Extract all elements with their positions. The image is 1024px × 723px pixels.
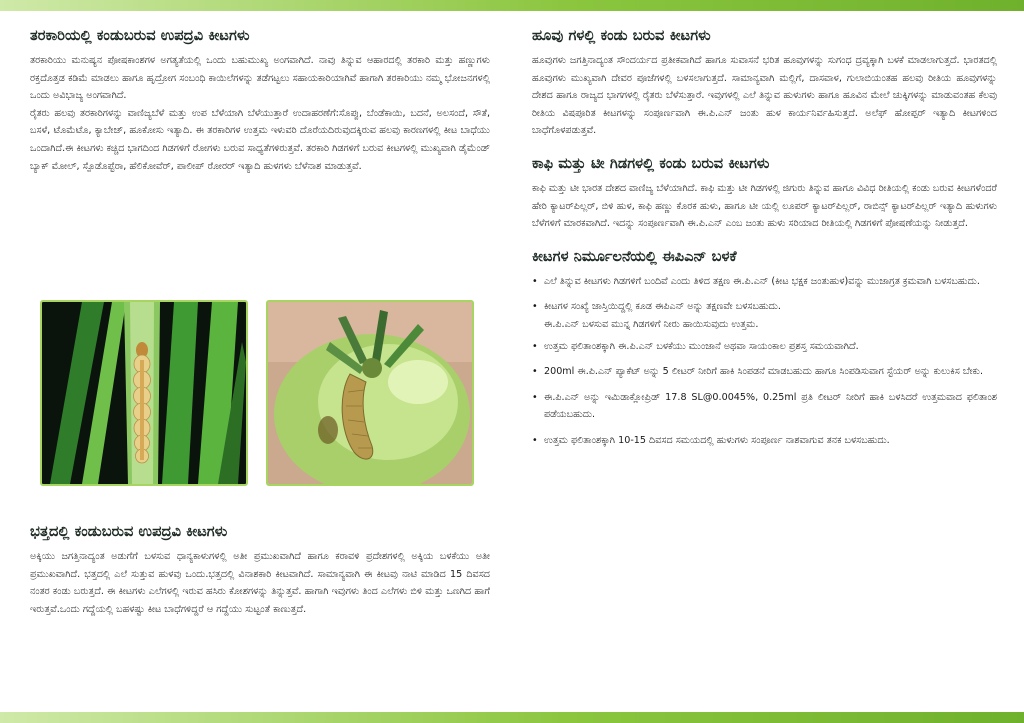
rice-pests-heading: ಭತ್ತದಲ್ಲಿ ಕಂಡುಬರುವ ಉಪದ್ರವಿ ಕೀಟಗಳು [30,524,228,540]
pest-photos [40,300,480,490]
bottom-green-band [0,712,1024,723]
list-item [532,298,997,333]
right-column [532,26,997,458]
left-column [30,26,490,175]
list-item: • ಎಲೆ ತಿನ್ನುವ ಕೀಟಗಳು ಗಿಡಗಳಿಗೆ ಬಂದಿವೆ ಎಂದು ತಿಳಿದ ತಕ್ಷಣ ಈ.ಪಿ.ಎನ್ (ಕೀಟ ಭಕ್ಷಕ ಜಂತುಹುಳ)ವನ್ನು ಮುಜಾಗ್ರತ ಕ್ರಮವಾಗಿ ಬಳಸಬಹುದು. [532,273,997,291]
tomato-fruit-borer-photo [266,300,474,486]
coffee-tea-pests-paragraph: ಕಾಫಿ ಮತ್ತು ಟೀ ಭಾರತ ದೇಶದ ವಾಣಿಜ್ಯ ಬೆಳೆಯಾಗಿದೆ. ಕಾಫಿ ಮತ್ತು ಟೀ ಗಿಡಗಳಲ್ಲಿ ಜಿಗುರು ತಿನ್ನುವ ಹಾಗೂ ವಿವಿಧ ರೀತಿಯಲ್ಲಿ ಕಂಡು ಬರುವ ಕೀಟಗಳೆಂದರೆ ಹೇರಿ ಕ್ಯಾಟರ್‌ಪಿಲ್ಲರ್, ಬಿಳಿ ಹುಳ, ಕಾಫಿ ಹಣ್ಣು ಕೊರಕ ಹುಳು, ಹಾಗೂ ಟೀ ಯಲ್ಲಿ ಲೂಪರ್ ಕ್ಯಾಟರ್‌ಪಿಲ್ಲರ್, ರಾಬಿನ್ಸ್ ಕ್ಯಾಟರ್‌ಪಿಲ್ಲರ್ ಇತ್ಯಾದಿ ಹುಳುಗಳು ಬೆಳೆಗಳಿಗೆ ಮಾರಕವಾಗಿದೆ. ಇದನ್ನು ಸಂಪೂರ್ಣವಾಗಿ ಈ.ಪಿ.ಎನ್ ಎಂಬ ಜಂತು ಹುಳು ಸರಿಯಾದ ರೀತಿಯಲ್ಲಿ ಗಿಡಗಳಿಗೆ ಪೋಷಣೆಯನ್ನು ನೀಡುತ್ತದೆ. [532,182,997,230]
epn-usage-heading: ಕೀಟಗಳ ನಿರ್ಮೂಲನೆಯಲ್ಲಿ ಈಪಿಎನ್ ಬಳಕೆ [532,248,737,265]
list-item: • ಉತ್ತಮ ಫಲಿತಾಂಶಕ್ಕಾಗಿ ಈ.ಪಿ.ಎನ್ ಬಳಕೆಯು ಮುಂಜಾನೆ ಅಥವಾ ಸಾಯಂಕಾಲ ಪ್ರಶಸ್ತ ಸಮಯವಾಗಿದೆ. [532,338,997,356]
top-green-band [0,0,1024,11]
rice-stem-borer-photo [40,300,248,486]
list-item: • ಈ.ಪಿ.ಎನ್ ಅನ್ನು ಇಮಿಡಾಕ್ಲೋಪ್ರಿಡ್ 17.8 SL@0.0045%, 0.25ml ಪ್ರತಿ ಲೀಟರ್ ನೀರಿಗೆ ಹಾಕಿ ಬಳಸಿದರೆ ಉತ್ತಮವಾದ ಫಲಿತಾಂಶ ಪಡೆಯಬಹುದು. [532,389,997,424]
list-item: • ಉತ್ತಮ ಫಲಿತಾಂಶಕ್ಕಾಗಿ 10-15 ದಿವಸದ ಸಮಯದಲ್ಲಿ ಹುಳುಗಳು ಸಂಪೂರ್ಣ ನಾಶವಾಗುವ ತನಕ ಬಳಸಬಹುದು. [532,432,997,450]
list-item-line: ಈ.ಪಿ.ಎನ್ ಬಳಸುವ ಮುನ್ನ ಗಿಡಗಳಿಗೆ ನೀರು ಹಾಯಿಸುವುದು ಉತ್ತಮ. [544,318,759,330]
rice-pests-paragraph: ಅಕ್ಕಿಯು ಜಗತ್ತಿನಾದ್ಯಂತ ಅಡುಗೆಗೆ ಬಳಸುವ ಧಾನ್ಯಕಾಳುಗಳಲ್ಲಿ ಅತೀ ಪ್ರಮುಖವಾಗಿದೆ ಹಾಗೂ ಕರಾವಳಿ ಪ್ರದೇಶಗಳಲ್ಲಿ ಅಕ್ಕಿಯ ಬಳಕೆಯು ಅತೀ ಪ್ರಮುಖವಾಗಿದೆ. ಭತ್ತದಲ್ಲಿ ಎಲೆ ಸುತ್ತುವ ಹುಳವು ಒಂದು.ಭತ್ತದಲ್ಲಿ ವಿನಾಶಕಾರಿ ಕೀಟವಾಗಿದೆ. ಸಾಮಾನ್ಯವಾಗಿ ಈ ಕೀಟವು ನಾಟಿ ಮಾಡಿದ 15 ದಿವಸದ ನಂತರ ಕಂಡು ಬರುತ್ತದೆ. ಈ ಕೀಟಗಳು ಎಲೆಗಳಲ್ಲಿ ಇರುವ ಹಸಿರು ಕೋಶಗಳನ್ನು ತಿನ್ನುತ್ತವೆ. ಹಾಗಾಗಿ ಇವುಗಳು ತಿಂದ ಎಲೆಗಳು ಬಿಳಿ ಮತ್ತು ಒಣಗಿದ ಹಾಗೆ ಇರುತ್ತವೆ.ಒಂದು ಗದ್ದೆಯಲ್ಲಿ ಬಹಳಷ್ಟು ಕೀಟ ಬಾಧೆಗಳಿದ್ದರೆ ಆ ಗದ್ದೆಯು ಸುಟ್ಟಂತೆ ಕಾಣುತ್ತದೆ. [30,551,490,615]
flower-pests-paragraph: ಹೂವುಗಳು ಜಗತ್ತಿನಾದ್ಯಂತ ಸೌಂದರ್ಯದ ಪ್ರತೀಕವಾಗಿದೆ ಹಾಗೂ ಸುವಾಸನೆ ಭರಿತ ಹೂವುಗಳನ್ನು ಸುಗಂಧ ದ್ರವ್ಯಕ್ಕಾಗಿ ಬಳಕೆ ಮಾಡಲಾಗುತ್ತದೆ. ಭಾರತದಲ್ಲಿ ಹೂವುಗಳು ಮುಖ್ಯವಾಗಿ ದೇವರ ಪೂಜೆಗಳಲ್ಲಿ ಬಳಸಲಾಗುತ್ತದೆ. ಸಾಮಾನ್ಯವಾಗಿ ಮಲ್ಲಿಗೆ, ದಾಸವಾಳ, ಗುಲಾಬಿಯಂತಹ ಹಲವು ರೀತಿಯ ಹೂವುಗಳನ್ನು ದೇಶದ ಹಾಗೂ ರಾಜ್ಯದ ಭಾಗಗಳಲ್ಲಿ ರೈತರು ಬೆಳೆಸುತ್ತಾರೆ. ಇವುಗಳಲ್ಲಿ ಎಲೆ ತಿನ್ನುವ ಹುಳುಗಳು ಹಾಗೂ ಹೂವಿನ ಮೇಲೆ ಚುಕ್ಕಿಗಳನ್ನು ಮಾಡುವಂತಹ ಕೆಲವು ರೀತಿಯ ವಿಷಪೂರಿತ ಕೀಟಗಳನ್ನು ಸಂಪೂರ್ಣವಾಗಿ ಈ.ಪಿ.ಎನ್ ಜಂತು ಹುಳ ಕಾರ್ಯನಿರ್ವಹಿಸುತ್ತದೆ. ಅಲೆಫ್ ಹೋಪ್ಪರ್ ಇತ್ಯಾದಿ ಕೀಟಗಳಿಂದ ಬಾಧೆಗೊಳಪಡುತ್ತವೆ. [532,55,997,137]
rice-pests-section [30,522,490,618]
list-item-line: ಕೀಟಗಳ ಸಂಖ್ಯೆ ಜಾಸ್ತಿಯಿದ್ದಲ್ಲಿ ಕೂಡ ಈಪಿಎನ್ ಅನ್ನು ತಕ್ಷಣವೇ ಬಳಸಬಹುದು. [544,301,781,313]
epn-usage-list [532,273,997,450]
coffee-tea-pests-heading: ಕಾಫಿ ಮತ್ತು ಟೀ ಗಿಡಗಳಲ್ಲಿ ಕಂಡು ಬರುವ ಕೀಟಗಳು [532,155,770,172]
vegetable-pests-heading: ತರಕಾರಿಯಲ್ಲಿ ಕಂಡುಬರುವ ಉಪದ್ರವಿ ಕೀಟಗಳು [30,28,250,44]
flower-pests-heading: ಹೂವು ಗಳಲ್ಲಿ ಕಂಡು ಬರುವ ಕೀಟಗಳು [532,28,711,44]
vegetable-pests-paragraph-1: ತರಕಾರಿಯು ಮನುಷ್ಯನ ಪೋಷಕಾಂಶಗಳ ಅಗತ್ಯತೆಯಲ್ಲಿ ಒಂದು ಬಹುಮುಖ್ಯ ಅಂಗವಾಗಿದೆ. ನಾವು ತಿನ್ನುವ ಆಹಾರದಲ್ಲಿ ತರಕಾರಿ ಮತ್ತು ಹಣ್ಣುಗಳು ರಕ್ತದೊತ್ತಡ ಕಡಿಮೆ ಮಾಡಲು ಹಾಗೂ ಹೃದ್ರೋಗ ಸಂಬಂಧಿ ಕಾಯಿಲೆಗಳನ್ನು ತಡೆಗಟ್ಟಲು ಸಹಾಯಕಾರಿಯಾಗಿವೆ ಹಾಗಾಗಿ ತರಕಾರಿಯು ನಮ್ಮ ಭೋಜನಗಳಲ್ಲಿ ಒಂದು ಅವಿಭಾಜ್ಯ ಅಂಗವಾಗಿದೆ. [30,55,490,102]
list-item: • 200ml ಈ.ಪಿ.ಎನ್ ಪ್ಯಾಕೆಟ್ ಅನ್ನು 5 ಲೀಟರ್ ನೀರಿಗೆ ಹಾಕಿ ಸಿಂಪಡನೆ ಮಾಡಬಹುದು ಹಾಗೂ ಸಿಂಪಡಿಸುವಾಗ ಸ್ಟೆಯರ್ ಅನ್ನು ಕುಲುಕಿಸ ಬೇಕು. [532,363,997,381]
vegetable-pests-paragraph-2: ರೈತರು ಹಲವು ತರಕಾರಿಗಳನ್ನು ವಾಣಿಜ್ಯಬೆಳೆ ಮತ್ತು ಉಪ ಬೆಳೆಯಾಗಿ ಬೆಳೆಯುತ್ತಾರೆ ಉದಾಹರಣೆಗೆ:ಸೊಪ್ಪು, ಬೆಂಡೆಕಾಯಿ, ಬದನೆ, ಅಲಸಂದೆ, ಸೌತೆ, ಬಸಳೆ, ಟೊಮೆಟೊ, ಕ್ಯಾಬೇಜ್, ಹೂಕೋಸು ಇತ್ಯಾದಿ. ಈ ತರಕಾರಿಗಳ ಉತ್ತಮ ಇಳುವರಿ ದೊರೆಯದಿರುವುದಕ್ಕಿರುವ ಹಲವು ಕಾರಣಗಳಲ್ಲಿ ಕೀಟ ಬಾಧೆಯು ಒಂದಾಗಿದೆ.ಈ ಕೀಟಗಳು ಕಚ್ಚಿದ ಭಾಗದಿಂದ ಗಿಡಗಳಿಗೆ ರೋಗಳು ಬರುವ ಸಾಧ್ಯತೆಗಳಿರುತ್ತವೆ. ತರಕಾರಿ ಗಿಡಗಳಿಗೆ ಬರುವ ಕೀಟಗಳಲ್ಲಿ ಮುಖ್ಯವಾಗಿ ಡೈಮೆಂಡ್ ಬ್ಯಾಕ್ ಮೋಲ್, ಸ್ಪೊಡೊಪ್ಟೆರಾ, ಹೆಲಿಕೋವೆರ್, ಪಾಲೀಪ್ ರೋರರ್ ಇತ್ಯಾದಿ ಹುಳಗಳು ಬೆಳೆನಾಶ ಮಾಡುತ್ತವೆ. [30,107,490,172]
